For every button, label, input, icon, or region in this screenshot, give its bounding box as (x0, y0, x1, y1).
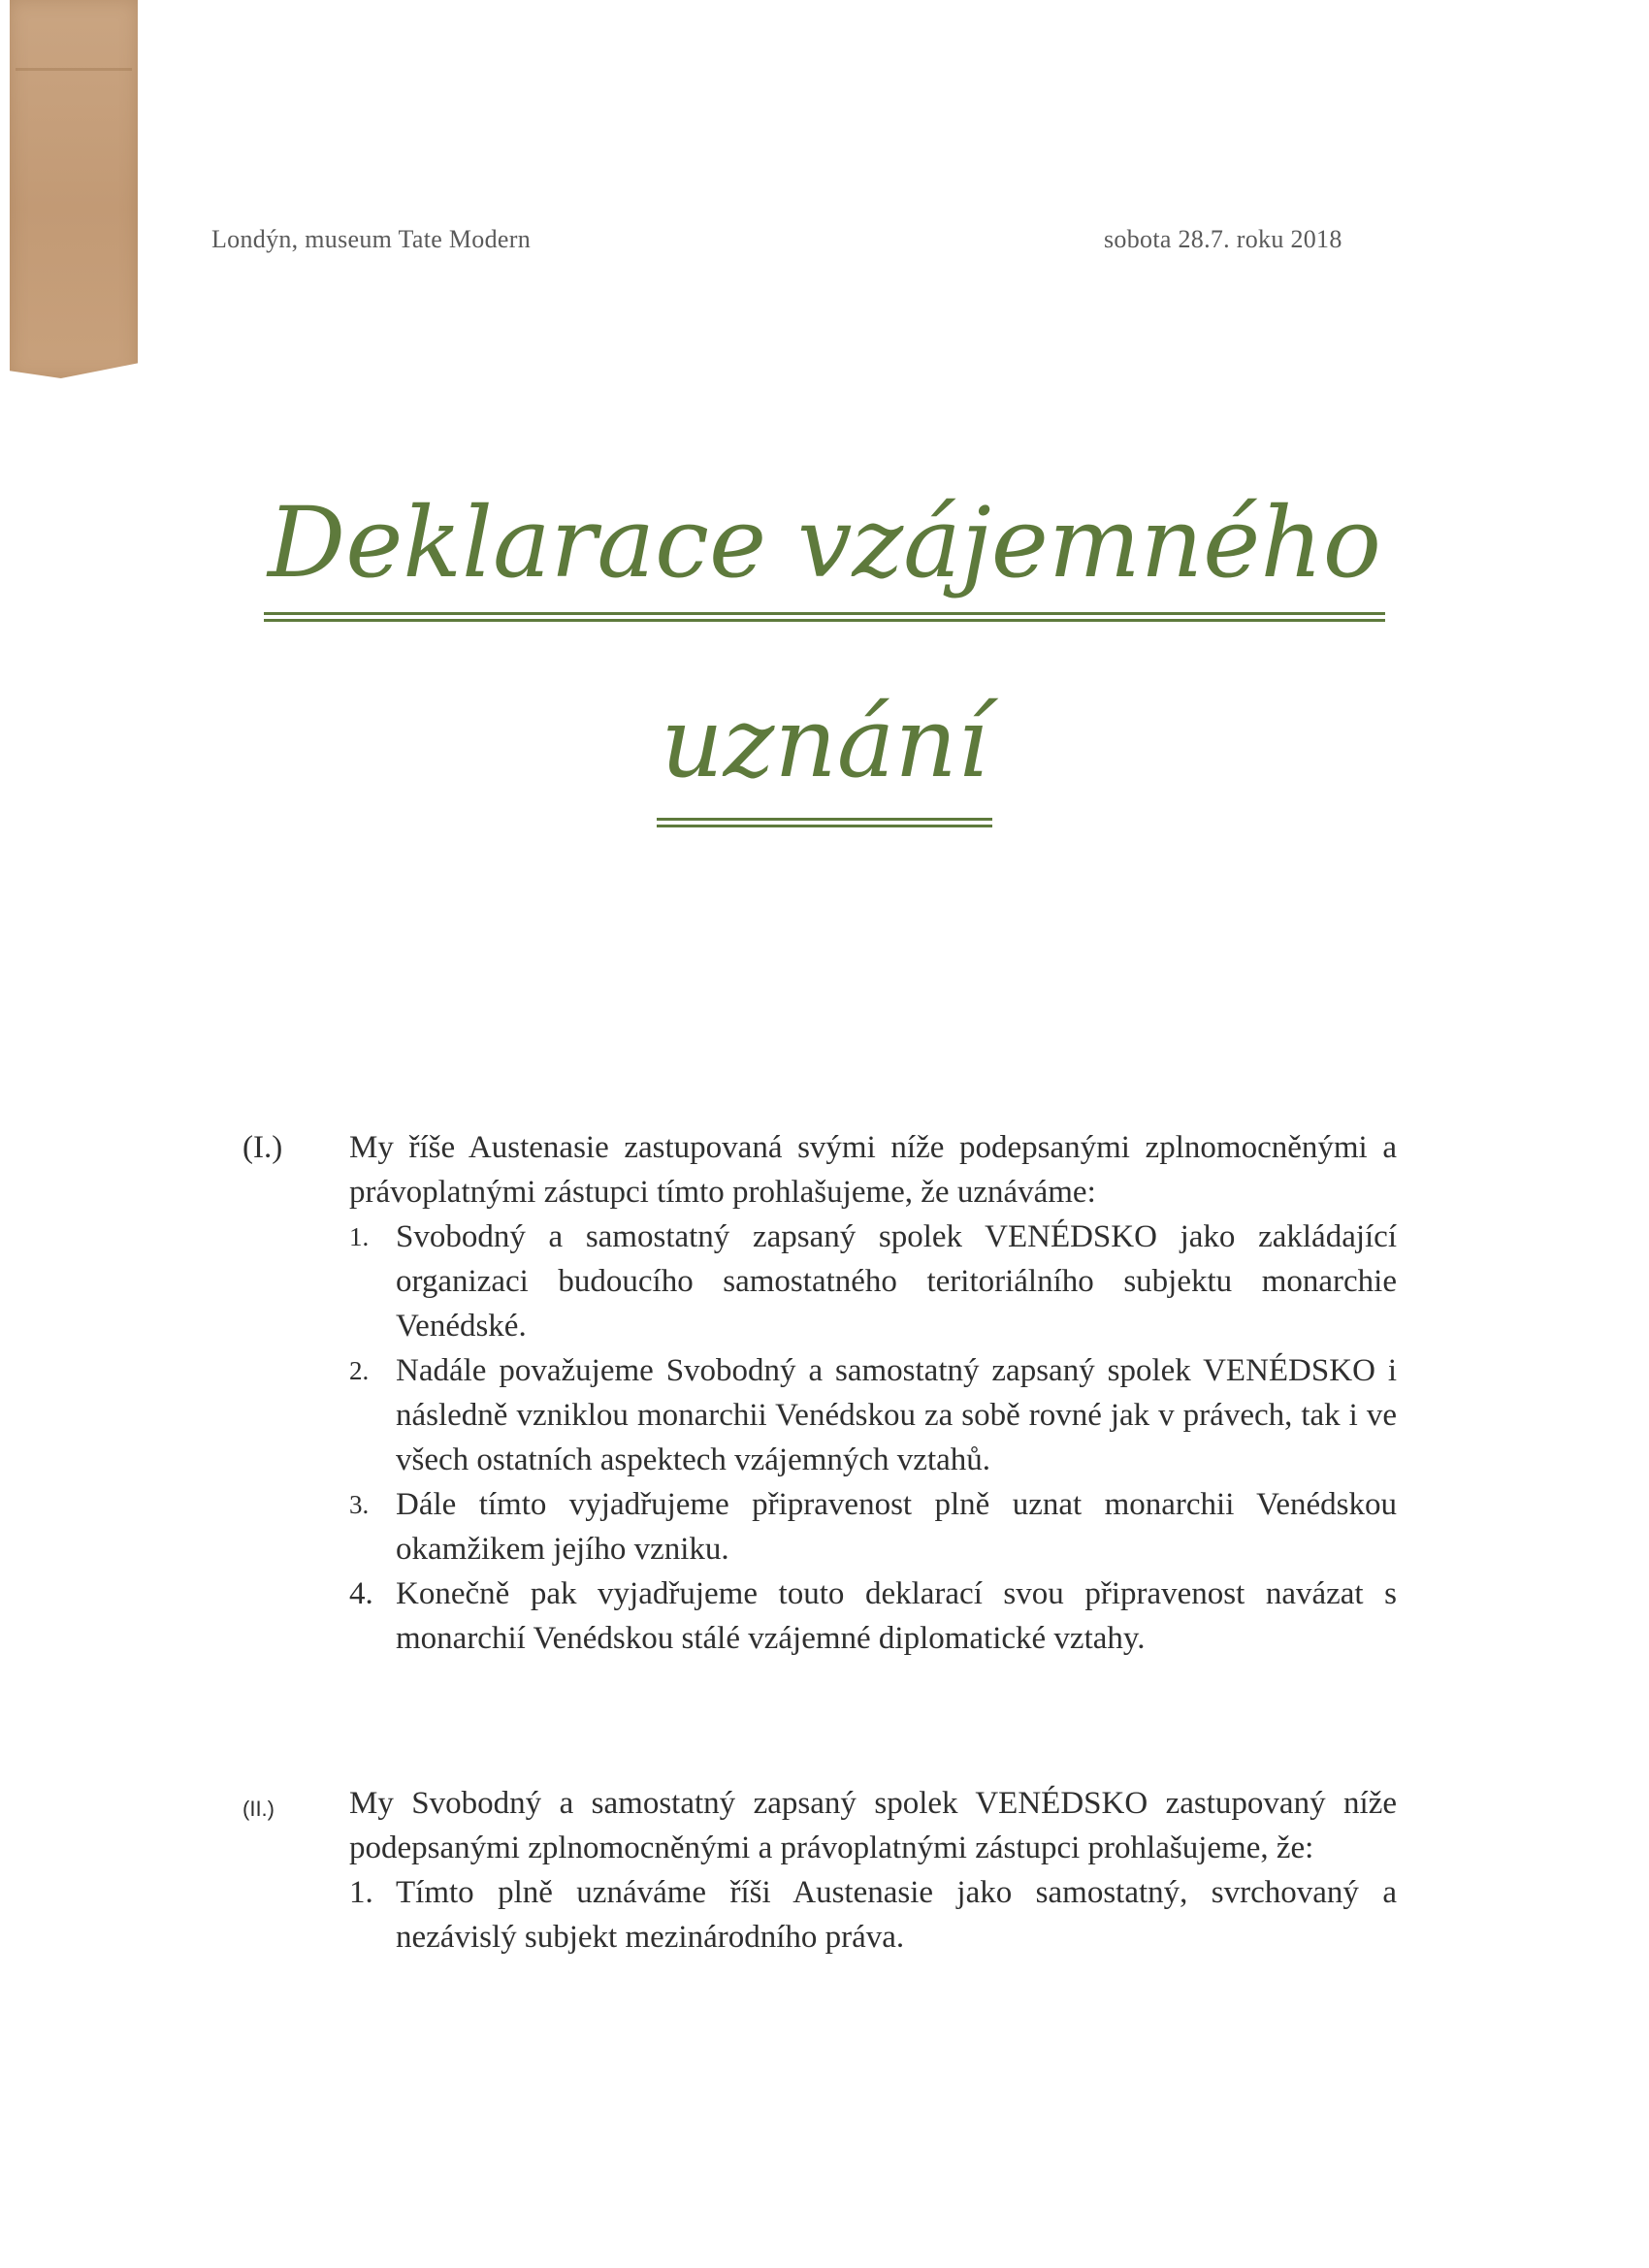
list-item-number: 2. (349, 1356, 370, 1385)
section-number: (II.) (242, 1797, 275, 1821)
list-item-number: 1. (349, 1222, 370, 1251)
list-item (349, 1571, 1397, 1661)
header-date: sobota 28.7. roku 2018 (1104, 225, 1342, 253)
section-2 (242, 1781, 1397, 1960)
list-item (349, 1215, 1397, 1348)
list-item (349, 1348, 1397, 1482)
list-item-number: 4. (349, 1576, 373, 1611)
list-item-text: Konečně pak vyjadřujeme touto deklarací svou připravenost navázat s monarchií Venédskou stálé vzájemné diplomatické vztahy. (396, 1576, 1397, 1656)
document-title-line-2 (0, 686, 1649, 799)
section-list (349, 1215, 1397, 1661)
list-item-text: Nadále považujeme Svobodný a samostatný zapsaný spolek VENÉDSKO i následně vzniklou monarchii Venédskou za sobě rovné jak v právech, tak i ve všech ostatních aspektech vzájemných vztahů. (396, 1353, 1397, 1477)
section-number: (I.) (242, 1130, 283, 1165)
list-item-text: Tímto plně uznáváme říši Austenasie jako samostatný, svrchovaný a nezávislý subjekt mezinárodního práva. (396, 1875, 1397, 1955)
list-item (349, 1870, 1397, 1960)
section-body (349, 1125, 1397, 1661)
section-1 (242, 1125, 1397, 1661)
adhesive-tape (10, 0, 138, 378)
list-item (349, 1482, 1397, 1571)
title-line-1-text: Deklarace vzájemného (264, 495, 1385, 592)
document-title-line-1 (0, 486, 1649, 599)
title-line-2-text: uznání (657, 695, 992, 792)
header-place: Londýn, museum Tate Modern (211, 225, 532, 253)
list-item-text: Svobodný a samostatný zapsaný spolek VENÉDSKO jako zakládající organizaci budoucího samostatného teritoriálního subjektu monarchie Venédské. (396, 1219, 1397, 1344)
section-intro: My říše Austenasie zastupovaná svými níže podepsanými zplnomocněnými a právoplatnými zástupci tímto prohlašujeme, že uznáváme: (349, 1130, 1397, 1210)
section-body (349, 1781, 1397, 1960)
list-item-number: 3. (349, 1490, 370, 1519)
section-intro: My Svobodný a samostatný zapsaný spolek VENÉDSKO zastupovaný níže podepsanými zplnomocněnými a právoplatnými zástupci prohlašujeme, že: (349, 1786, 1397, 1865)
list-item-number: 1. (349, 1875, 373, 1910)
section-list (349, 1870, 1397, 1960)
list-item-text: Dále tímto vyjadřujeme připravenost plně uznat monarchii Venédskou okamžikem jejího vzniku. (396, 1487, 1397, 1567)
